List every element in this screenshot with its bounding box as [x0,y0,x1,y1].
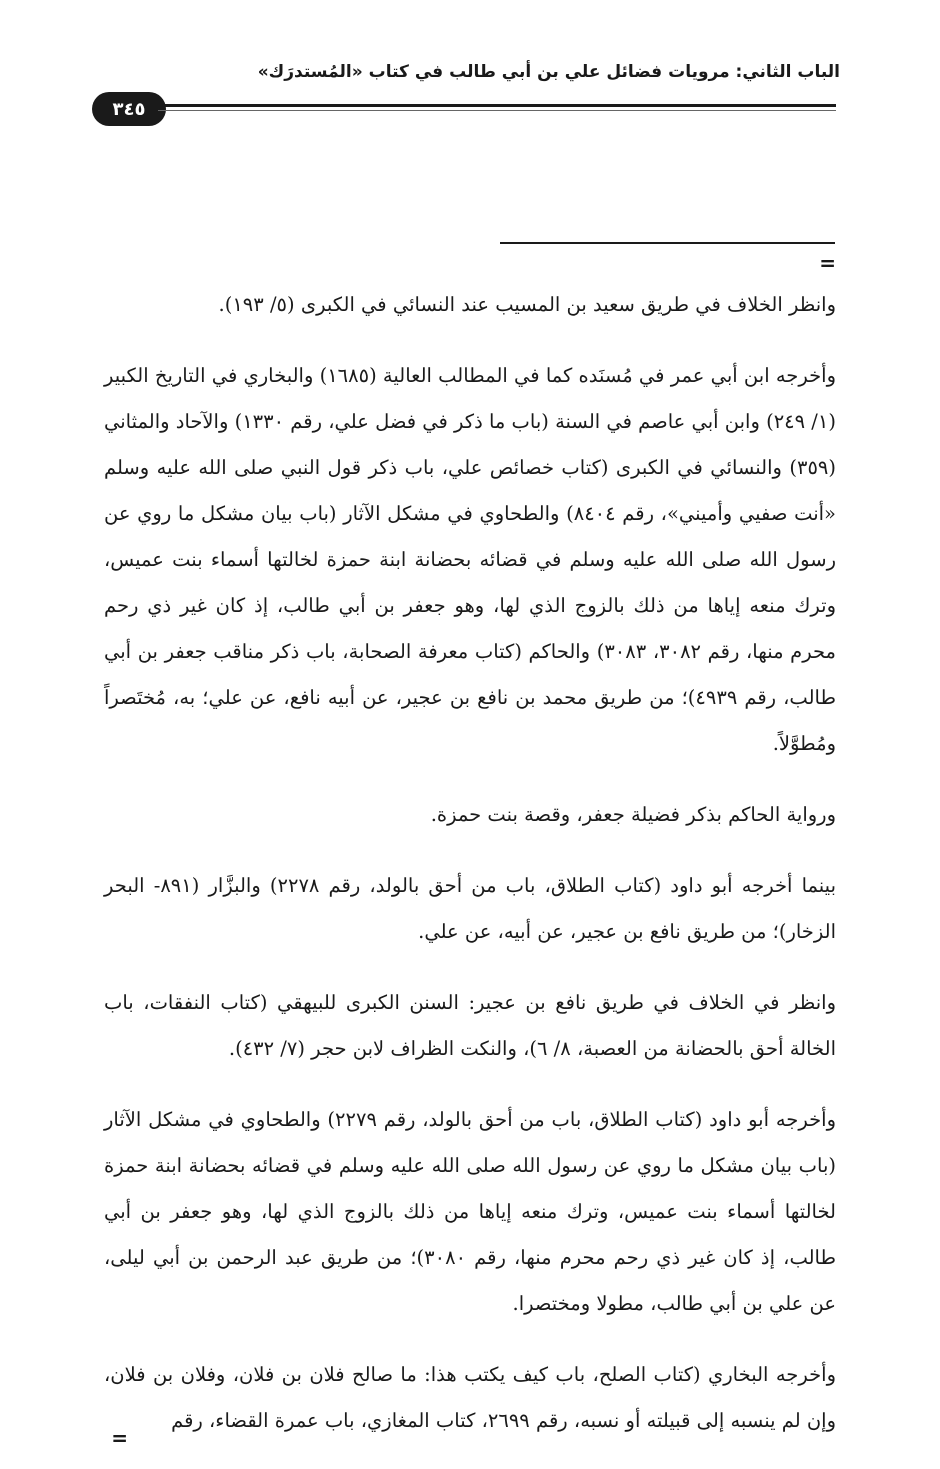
paragraph-4: بينما أخرجه أبو داود (كتاب الطلاق، باب من أحق بالولد، رقم ٢٢٧٨) والبزَّار (٨٩١- البحر الزخار)؛ من طريق نافع بن عجير، عن أبيه، عن علي. [104,874,836,943]
footnote-body [104,282,836,1469]
continuation-mark-bottom: = [111,1426,128,1450]
page-number: ٣٤٥ [112,98,146,120]
running-head-title: الباب الثاني: مرويات فضائل علي بن أبي طالب في كتاب «المُستدرَك» [257,62,840,82]
paragraph-1: وانظر الخلاف في طريق سعيد بن المسيب عند النسائي في الكبرى (٥/ ١٩٣). [218,293,836,316]
paragraph-7: وأخرجه البخاري (كتاب الصلح، باب كيف يكتب هذا: ما صالح فلان بن فلان، وفلان بن فلان، وإن لم ينسبه إلى قبيلته أو نسبه، رقم ٢٦٩٩، كتاب المغازي، باب عمرة القضاء، رقم [104,1363,836,1432]
paragraph-2: وأخرجه ابن أبي عمر في مُسنَده كما في المطالب العالية (١٦٨٥) والبخاري في التاريخ الكبير (١/ ٢٤٩) وابن أبي عاصم في السنة (باب ما ذكر في فضل علي، رقم ١٣٣٠) والآحاد والمثاني (٣٥٩) والنسائي في الكبرى (كتاب خصائص علي، باب ذكر قول النبي صلى الله عليه وسلم «أنت صفيي وأميني»، رقم ٨٤٠٤) والطحاوي في مشكل الآثار (باب بيان مشكل ما روي عن رسول الله صلى الله عليه وسلم في قضائه بحضانة ابنة حمزة لخالتها أسماء بنت عميس، وترك منعه إياها من ذلك بالزوج الذي لها، وهو جعفر بن أبي طالب، إذ كان غير ذي رحم محرم منها، رقم ٣٠٨٢، ٣٠٨٣) والحاكم (كتاب معرفة الصحابة، باب ذكر مناقب جعفر بن أبي طالب، رقم ٤٩٣٩)؛ من طريق محمد بن نافع بن عجير، عن أبيه نافع، عن علي؛ به، مُختَصراً ومُطوَّلاً. [104,364,836,755]
footnote-separator [500,242,835,244]
page-number-badge [92,92,166,126]
paragraph-3: ورواية الحاكم بذكر فضيلة جعفر، وقصة بنت حمزة. [430,803,836,826]
header-rule-thin [158,110,836,111]
continuation-mark-top: = [819,251,836,275]
paragraph-5: وانظر في الخلاف في طريق نافع بن عجير: السنن الكبرى للبيهقي (كتاب النفقات، باب الخالة أحق بالحضانة من العصبة، ٨/ ٦)، والنكت الظراف لابن حجر (٧/ ٤٣٢). [104,991,836,1060]
paragraph-6: وأخرجه أبو داود (كتاب الطلاق، باب من أحق بالولد، رقم ٢٢٧٩) والطحاوي في مشكل الآثار (باب بيان مشكل ما روي عن رسول الله صلى الله عليه وسلم في قضائه بحضانة ابنة حمزة لخالتها أسماء بنت عميس، وترك منعه إياها من ذلك بالزوج الذي لها، وهو جعفر بن أبي طالب، إذ كان غير ذي رحم محرم منها، رقم ٣٠٨٠)؛ من طريق عبد الرحمن بن أبي ليلى، عن علي بن أبي طالب، مطولا ومختصرا. [104,1108,836,1315]
header-rule [158,104,836,107]
